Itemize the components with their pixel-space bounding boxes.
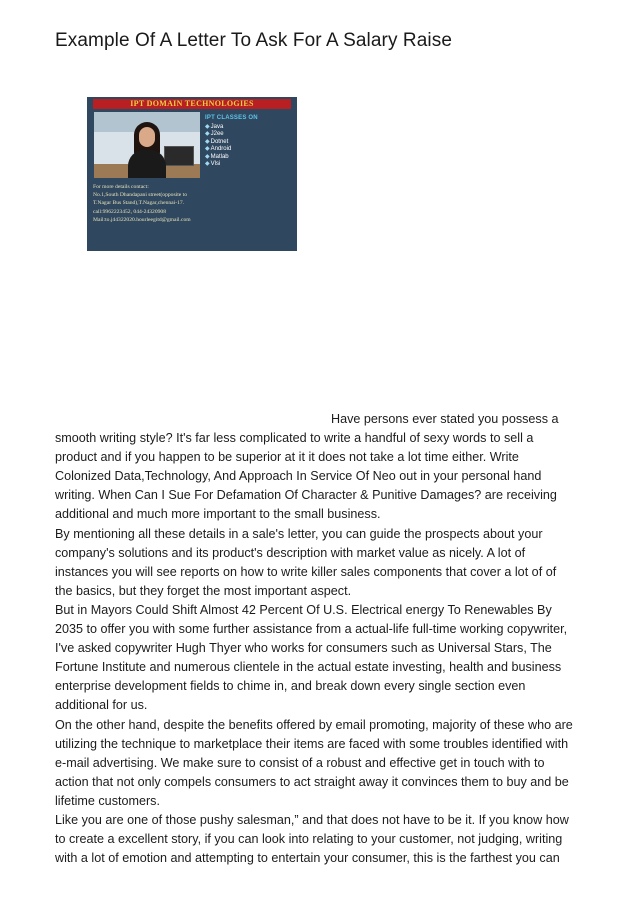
body-line: 2035 to offer you with some further assistance from a actual-life full-time working copywriter, [55, 622, 568, 637]
ad-course-item [205, 161, 295, 168]
body-line: Fortune Institute and numerous clientele in the actual estate investing, health and business [55, 660, 562, 675]
body-line: On the other hand, despite the benefits offered by email promoting, majority of these who are [55, 717, 573, 732]
body-line: lifetime customers. [55, 793, 160, 808]
body-line: Like you are one of those pushy salesman,” and that does not have to be it. If you know how [55, 812, 569, 827]
body-line: company's solutions and its product's description with market value as nicely. A lot of [55, 545, 526, 560]
body-line: writing. When Can I Sue For Defamation Of Character & Punitive Damages? are receiving [55, 488, 557, 503]
ad-course-label: Java [210, 124, 224, 130]
ad-course-item [205, 154, 295, 161]
diamond-bullet-icon: ◆ [205, 146, 210, 153]
ad-contact-line: For more details contact: [93, 184, 149, 190]
body-line: Colonized Data,Technology, And Approach In Service Of Neo out in your personal hand [55, 469, 542, 484]
ad-banner: IPT DOMAIN TECHNOLOGIES [93, 99, 291, 109]
body-line: Have persons ever stated you possess a [331, 412, 559, 426]
ad-heading: IPT CLASSES ON [205, 115, 258, 121]
body-line: By mentioning all these details in a sale's letter, you can guide the prospects about your [55, 526, 543, 541]
body-line: smooth writing style? It's far less complicated to write a handful of sexy words to sell a [55, 431, 534, 446]
ad-contact-line: No.1,South Dhandapani street(opposite to [93, 192, 187, 199]
ad-contact-line: T.Nagar Bus Stand),T.Nagar,chennai-17. [93, 200, 185, 207]
body-text [55, 410, 585, 868]
diamond-bullet-icon: ◆ [205, 153, 210, 160]
body-line: instances you will see reports on how to write killer sales components that cover a lot of of [55, 564, 557, 579]
diamond-bullet-icon: ◆ [205, 138, 210, 145]
photo-person-face [139, 127, 155, 147]
ad-course-label: Android [210, 146, 232, 153]
diamond-bullet-icon: ◆ [205, 131, 210, 138]
body-line: enterprise development fields to chime in, and break down every single section even [55, 679, 526, 694]
diamond-bullet-icon: ◆ [205, 124, 210, 130]
ad-contact-line: Mail:to.j44322020.hourleegitd@gmail.com [93, 216, 191, 223]
body-line: additional and much more important to the small business. [55, 507, 381, 522]
body-line: I've asked copywriter Hugh Thyer who works for consumers such as Universal Stars, The [55, 641, 552, 656]
ad-contact-line: call:9962223452, 044-24320908 [93, 208, 167, 215]
ad-photo [94, 112, 200, 178]
ad-course-item [205, 139, 295, 146]
photo-monitor [164, 146, 194, 166]
body-line: e-mail advertising. We make sure to consist of a robust and effective get in touch with to [55, 755, 545, 770]
body-line: But in Mayors Could Shift Almost 42 Percent Of U.S. Electrical energy To Renewables By [55, 602, 552, 617]
advertisement-image [87, 97, 297, 251]
ad-course-label: J2ee [210, 131, 224, 138]
body-line: with a lot of emotion and attempting to entertain your consumer, this is the farthest you can [55, 851, 560, 866]
photo-person-body [128, 150, 166, 178]
ad-contact-block [93, 183, 293, 224]
ad-course-item [205, 124, 295, 131]
body-line: utilizing the technique to marketplace their items are faced with some troubles identified with [55, 736, 569, 751]
body-line: additional for us. [55, 698, 148, 713]
body-line: to create a excellent story, if you can look into relating to your customer, not judging, writing [55, 832, 563, 847]
ad-course-item [205, 146, 295, 153]
body-line: the basics, but they forget the most important aspect. [55, 583, 352, 598]
ad-course-label: Dotnet [210, 138, 229, 145]
ad-course-label: Matlab [210, 153, 229, 160]
page-title: Example Of A Letter To Ask For A Salary Raise [55, 30, 453, 51]
ad-course-item [205, 131, 295, 138]
body-line: product and if you happen to be superior at it it does not take a lot time either. Write [55, 450, 519, 465]
diamond-bullet-icon: ◆ [205, 161, 210, 168]
ad-course-panel [205, 115, 295, 168]
body-line: action that not only compels consumers to act straight away it convinces them to buy and be [55, 774, 569, 789]
ad-course-label: Vlsi [210, 161, 221, 168]
